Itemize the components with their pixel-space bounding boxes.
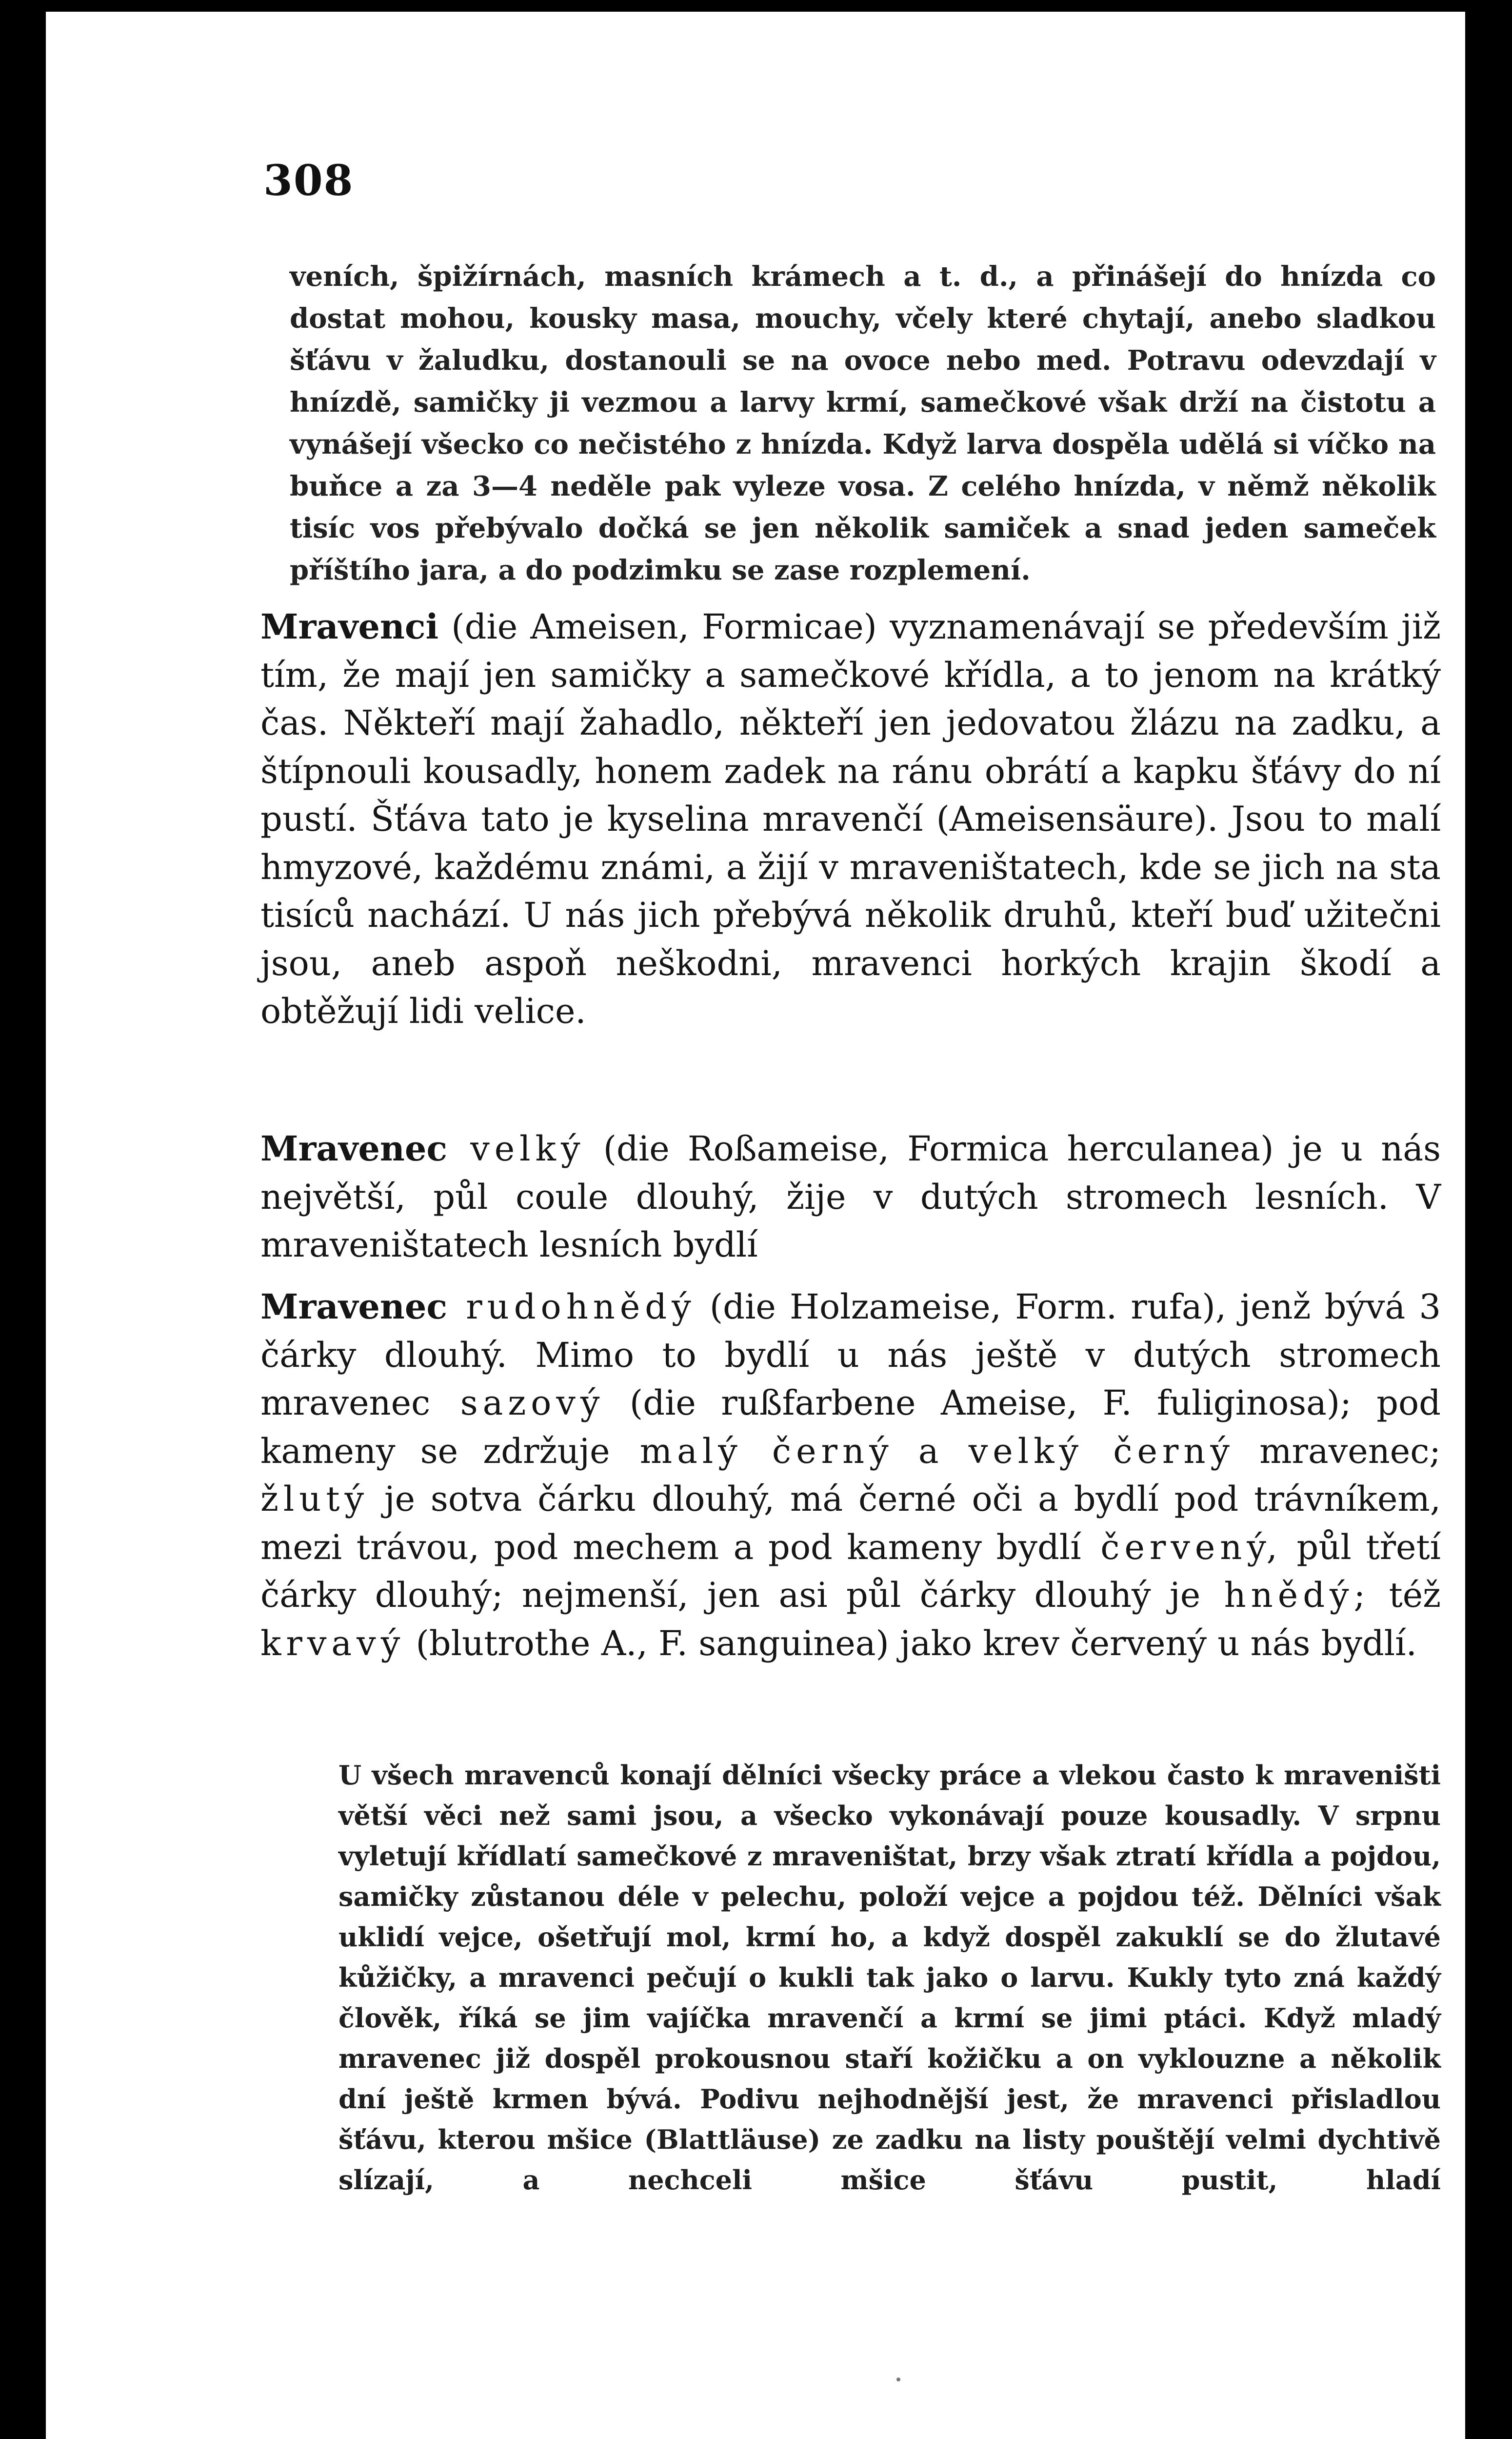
paragraph-text: též	[1370, 1575, 1441, 1615]
paragraph-lead: Mravenec	[260, 1128, 447, 1169]
book-page	[46, 12, 1465, 2439]
paragraph-lead: Mravenec	[260, 1286, 447, 1327]
paragraph-text: a	[893, 1431, 939, 1471]
species-name: hnědý;	[1200, 1575, 1371, 1615]
paragraph-mravenec-velky	[260, 1125, 1441, 1269]
paragraph-text: (die Holzameise, Form. rufa), jenž bývá 3 čárky dlouhý. Mimo to bydlí u nás ještě v dutých stromech mravenec	[260, 1287, 1441, 1423]
species-name: velký černý	[938, 1431, 1234, 1471]
paragraph-text: (blutrothe A., F. sanguinea) jako krev červený u nás bydlí.	[405, 1623, 1417, 1663]
paragraph-lead: Mravenci	[260, 606, 439, 647]
species-name: rudohnědý	[447, 1287, 696, 1327]
paragraph-mravenec-rudohnedy	[260, 1283, 1441, 1667]
paragraph-mravenci	[260, 603, 1441, 1036]
intro-paragraph: veních, špižírnách, masních krámech a t. d., a přinášejí do hnízda co dostat mohou, kousky masa, mouchy, včely které chytají, anebo sladkou šťávu v žaludku, dostanouli se na ovoce nebo med. Potravu odevzdají v hnízdě, samičky ji vezmou a larvy krmí, samečkové však drží na čistotu a vynášejí všecko co nečistého z hnízda. Když larva dospěla udělá si víčko na buňce a za 3—4 neděle pak vyleze vosa. Z celého hnízda, v němž několik tisíc vos přebývalo dočká se jen několik samiček a snad jeden sameček příštího jara, a do podzimku se zase rozplemení.	[290, 260, 1436, 586]
paragraph-text: půl třetí čárky dlouhý; nejmenší, jen asi půl čárky dlouhý je	[260, 1527, 1441, 1615]
page-number: 308	[263, 156, 354, 205]
paragraph-text: je sotva čárku dlouhý, má černé oči a bydlí pod trávníkem, mezi trávou, pod mechem a pod kameny bydlí	[260, 1479, 1441, 1567]
species-name: krvavý	[260, 1623, 405, 1663]
paragraph-text: (die Ameisen, Formicae) vyznamenávají se především již tím, že mají jen samičky a samečkové křídla, a to jenom na krátký čas. Někteří mají žahadlo, někteří jen jedovatou žlázu na zadku, a štípnouli kousadly, honem zadek na ránu obrátí a kapku šťávy do ní pustí. Šťáva tato je kyselina mravenčí (Ameisensäure). Jsou to malí hmyzové, každému známi, a žijí v mraveništatech, kde se jich na sta tisíců nachází. U nás jich přebývá několik druhů, kteří buď užitečni jsou, aneb aspoň neškodni, mravenci horkých krajin škodí a obtěžují lidi velice.	[260, 607, 1441, 1031]
species-name: sazový	[430, 1383, 605, 1423]
paragraph-text: mravenec;	[1234, 1431, 1441, 1471]
species-name: červený,	[1081, 1527, 1282, 1567]
note-paragraph: U všech mravenců konají dělníci všecky práce a vlekou často k mraveništi větší věci než sami jsou, a všecko vykonávají pouze kousadly. V srpnu vyletují křídlatí samečkové z mraveništat, brzy však ztratí křídla a pojdou, samičky zůstanou déle v pelechu, položí vejce a pojdou též. Dělníci však uklidí vejce, ošetřují mol, krmí ho, a když dospěl zakuklí se do žlutavé kůžičky, a mravenci pečují o kukli tak jako o larvu. Kukly tyto zná každý člověk, říká se jim vajíčka mravenčí a krmí se jimi ptáci. Když mladý mravenec již dospěl prokousnou staří kožičku a on vyklouzne a několik dní ještě krmen bývá. Podivu nejhodnější jest, že mravenci přisladlou šťávu, kterou mšice (Blattläuse) ze zadku na listy pouštějí velmi dychtivě slízají, a nechceli mšice šťávu pustit, hladí	[338, 1759, 1441, 2196]
species-name: žlutý	[260, 1479, 369, 1519]
paragraph-text: (die Roßameise, Formica herculanea) je u nás největší, půl coule dlouhý, žije v dutých stromech lesních. V mraveništatech lesních bydlí	[260, 1129, 1441, 1265]
species-name: malý černý	[610, 1431, 894, 1471]
paragraph-text: (die rußfarbene Ameise, F. fuliginosa); pod kameny se zdržuje	[260, 1383, 1441, 1471]
ink-speck	[896, 2378, 900, 2381]
species-name: velký	[447, 1129, 585, 1169]
